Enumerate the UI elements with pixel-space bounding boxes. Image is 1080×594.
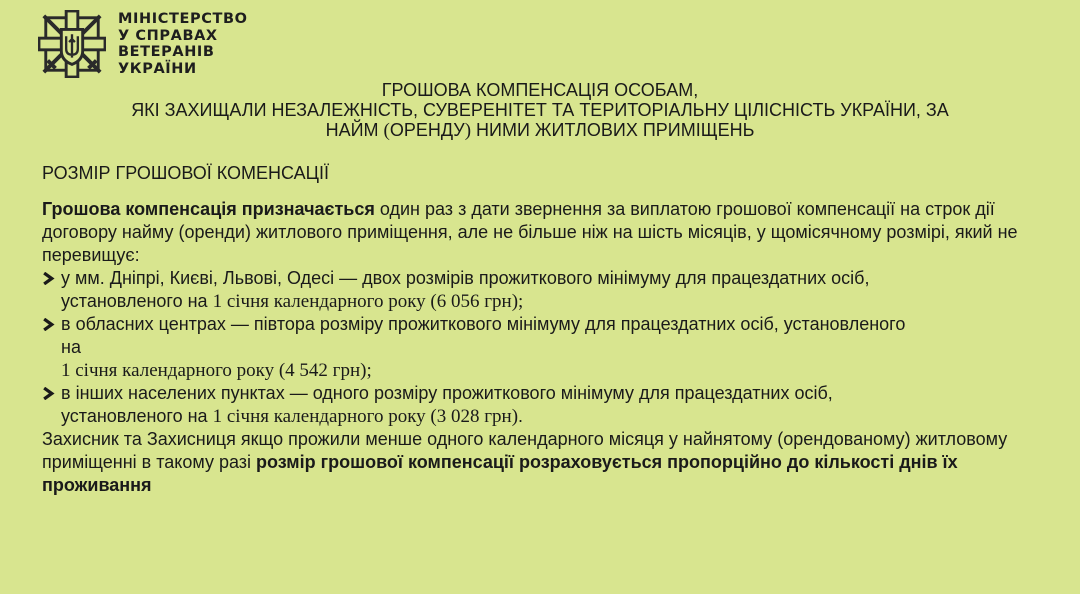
list-item-line: на [61, 337, 81, 357]
ministry-name-line: У СПРАВАХ [118, 27, 218, 44]
list-item-line: у мм. Дніпрі, Києві, Львові, Одесі — двох розмірів прожиткового мінімуму для працездатних осіб, [61, 268, 870, 288]
title-text: НИМИ ЖИТЛОВИХ ПРИМІЩЕНЬ [471, 120, 755, 140]
title-text: ОРЕНДУ [389, 120, 465, 140]
list-item [42, 382, 1062, 428]
list-item-text: . [518, 406, 524, 426]
chevron-right-icon [42, 387, 55, 400]
title-line-1: ГРОШОВА КОМПЕНСАЦІЯ ОСОБАМ, [381, 80, 699, 100]
amount-list [42, 267, 1062, 428]
list-item-line: в інших населених пунктах — одного розміру прожиткового мінімуму для працездатних осіб, [61, 383, 833, 403]
list-item-serif: 1 січня календарного року (6 056 грн); [212, 291, 524, 312]
list-item-line: 1 січня календарного року (4 542 грн); [61, 360, 372, 381]
list-item [42, 313, 1062, 382]
ministry-name-line: УКРАЇНИ [118, 60, 197, 77]
title-text: НАЙМ [325, 120, 384, 140]
title-line-2: ЯКІ ЗАХИЩАЛИ НЕЗАЛЕЖНІСТЬ, СУВЕРЕНІТЕТ ТА ТЕРИТОРІАЛЬНУ ЦІЛІСНІСТЬ УКРАЇНИ, ЗА [131, 100, 949, 120]
list-item-line [61, 405, 1062, 428]
document-body [42, 198, 1062, 497]
list-item-text: установленого на [61, 291, 213, 311]
ministry-emblem-icon [38, 10, 106, 78]
chevron-right-icon [42, 318, 55, 331]
ministry-name-line: ВЕТЕРАНІВ [118, 44, 215, 60]
page-title [40, 80, 1040, 141]
list-item-line: в обласних центрах — півтора розміру прожиткового мінімуму для працездатних осіб, установленого [61, 314, 906, 334]
ministry-logo [38, 10, 248, 78]
chevron-right-icon [42, 272, 55, 285]
list-item [42, 267, 1062, 313]
list-item-text: установленого на [61, 406, 213, 426]
list-item-line [61, 290, 1062, 313]
ministry-name [118, 11, 248, 77]
closing-bold: розмір грошової компенсації розраховується пропорційно до кількості днів їх проживання [42, 452, 958, 495]
ministry-name-line: МІНІСТЕРСТВО [118, 11, 248, 27]
closing-text: Захисник та Захисниця якщо прожили менше одного календарного місяця у найнятому (орендованому) житловому приміщенні в такому разі [42, 429, 1008, 472]
list-item-serif: 1 січня календарного року (3 028 грн) [212, 406, 519, 427]
title-paren: ) [464, 120, 472, 141]
intro-bold: Грошова компенсація призначається [42, 199, 375, 219]
title-paren: ( [383, 120, 390, 141]
closing-paragraph [42, 428, 1062, 497]
intro-paragraph [42, 198, 1062, 267]
title-line-3 [40, 120, 1040, 141]
section-heading: РОЗМІР ГРОШОВОЇ КОМЕНСАЦІЇ [42, 163, 329, 183]
intro-text: один раз з дати звернення за виплатою грошової компенсації на строк дії договору найму (оренди) житлового приміщення, але не більше ніж на шість місяців, у щомісячному розмірі, який не перевищує: [42, 199, 1018, 265]
